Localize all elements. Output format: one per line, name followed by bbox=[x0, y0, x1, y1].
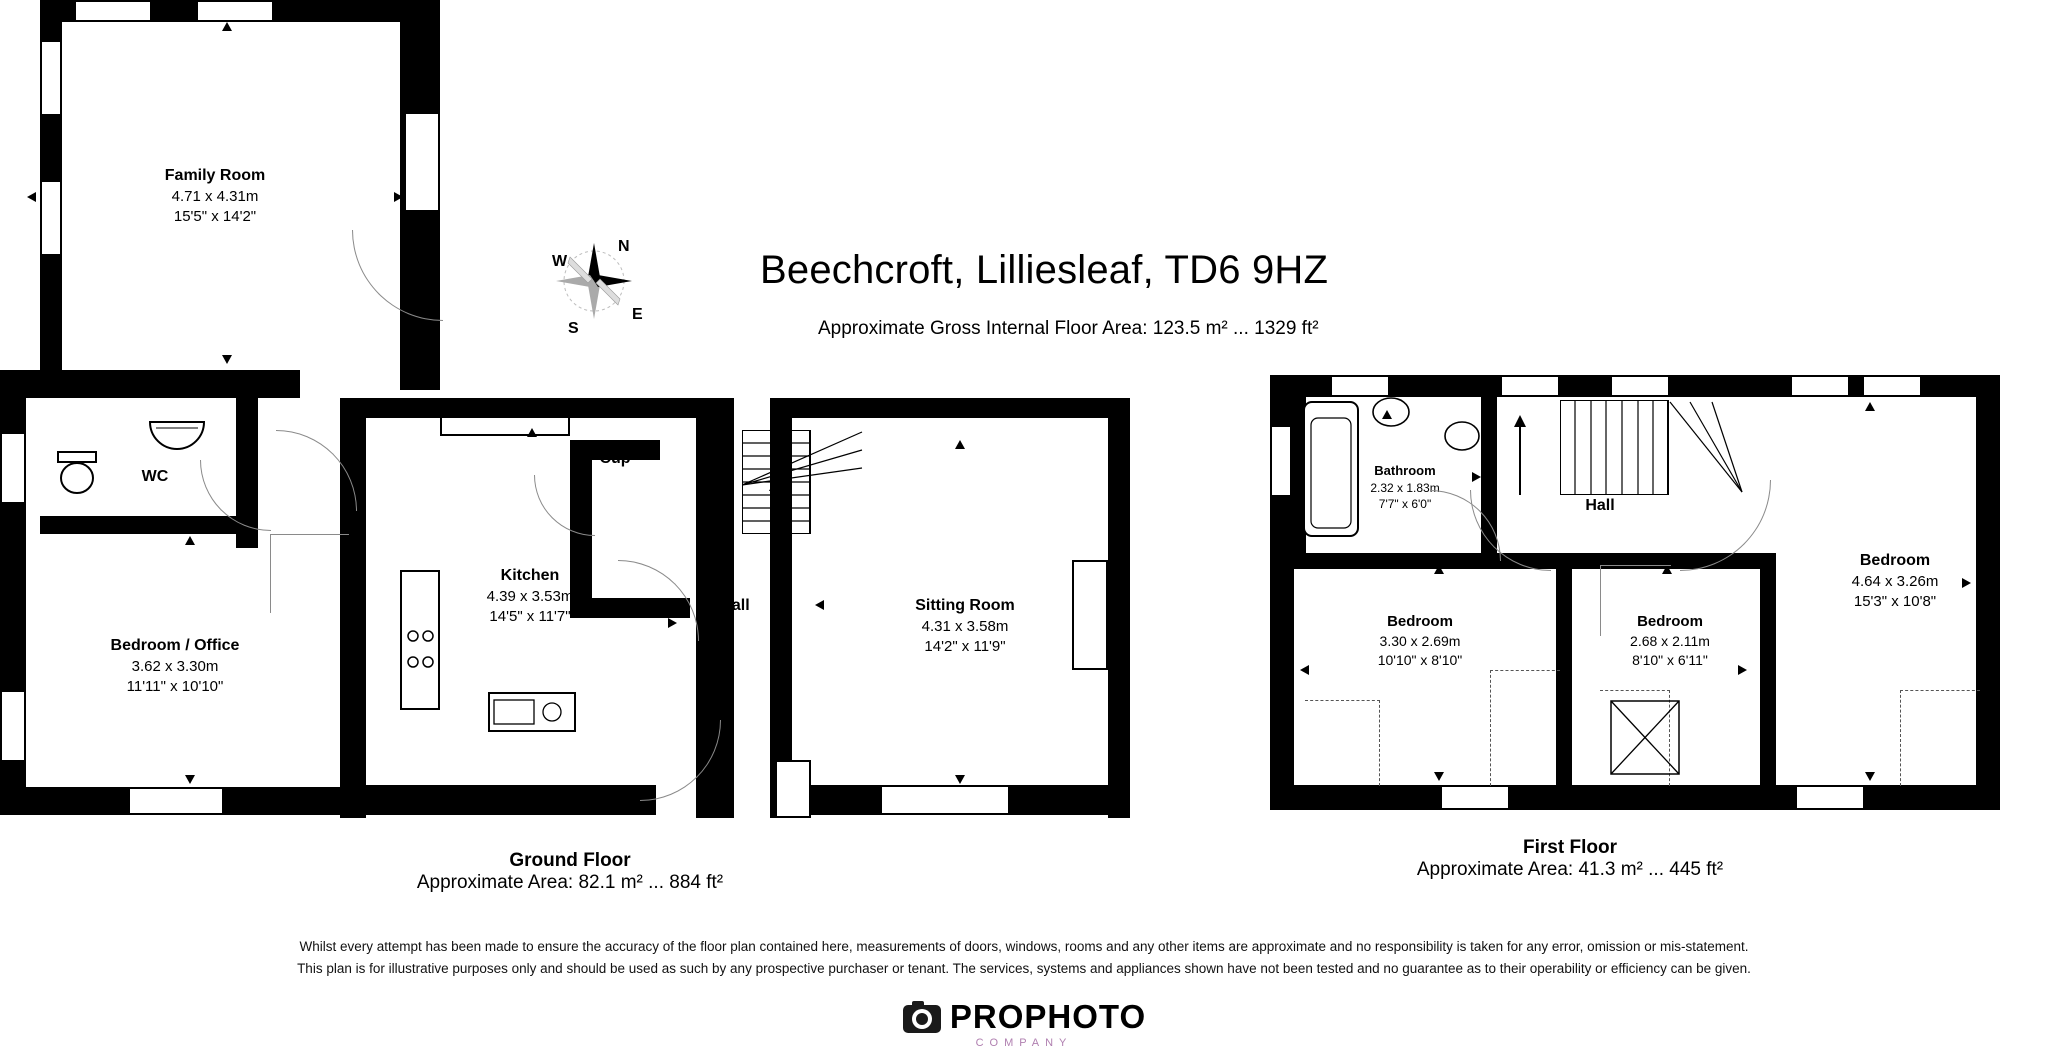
wall bbox=[1108, 398, 1130, 818]
first-floor-caption-area: Approximate Area: 41.3 m² ... 445 ft² bbox=[1416, 859, 1724, 880]
first-floor-caption bbox=[1140, 837, 2000, 881]
hob-icon bbox=[402, 622, 438, 682]
dimension-arrow bbox=[1300, 665, 1309, 675]
dimension-arrow bbox=[185, 536, 195, 545]
window bbox=[1330, 375, 1390, 397]
disclaimer-line-1: Whilst every attempt has been made to ensure the accuracy of the floor plan contained here, measurements of doors, windows, rooms and any other items are approximate and no responsibility is taken for any error, omission or mis-statement. bbox=[299, 939, 1749, 954]
compass-label-w: W bbox=[552, 253, 568, 270]
logo-pro: PRO bbox=[949, 998, 1025, 1035]
wall bbox=[1760, 553, 1776, 793]
staircase-first bbox=[1560, 400, 1670, 495]
wall bbox=[1270, 785, 2000, 810]
wall bbox=[40, 516, 258, 534]
window bbox=[1072, 560, 1108, 670]
disclaimer bbox=[0, 936, 2048, 979]
first-floor-caption-title: First Floor bbox=[1523, 837, 1617, 858]
room-label-family-room: Family Room 4.71 x 4.31m 15'5" x 14'2" bbox=[164, 167, 266, 225]
window bbox=[1862, 375, 1922, 397]
room-label-sitting-room: Sitting Room 4.31 x 3.58m 14'2" x 11'9" bbox=[915, 597, 1015, 655]
ground-floor-caption bbox=[0, 850, 1140, 894]
dimension-arrow bbox=[394, 192, 403, 202]
door-swing bbox=[618, 560, 699, 641]
wall bbox=[770, 398, 1130, 418]
room-label-cup: Cup bbox=[599, 450, 631, 467]
hatch-box-icon bbox=[1610, 700, 1680, 775]
compass-label-s: S bbox=[568, 320, 579, 337]
dimension-arrow bbox=[815, 600, 824, 610]
door-swing bbox=[534, 475, 595, 536]
dimension-arrow bbox=[1962, 578, 1971, 588]
page-subtitle: Approximate Gross Internal Floor Area: 123.5 m² ... 1329 ft² bbox=[818, 318, 1319, 339]
room-label-bedroom-main: Bedroom 4.64 x 3.26m 15'3" x 10'8" bbox=[1851, 552, 1939, 610]
dimension-arrow bbox=[1434, 772, 1444, 781]
window bbox=[1790, 375, 1850, 397]
wall bbox=[770, 398, 792, 818]
wall bbox=[366, 398, 696, 418]
basin-icon bbox=[1442, 418, 1482, 454]
window bbox=[0, 690, 26, 762]
window bbox=[404, 112, 440, 212]
sink-icon bbox=[492, 696, 572, 728]
window bbox=[775, 760, 811, 818]
eaves-line bbox=[1900, 690, 1980, 786]
window bbox=[1440, 785, 1510, 810]
window bbox=[74, 0, 152, 22]
window bbox=[128, 787, 224, 815]
window bbox=[196, 0, 274, 22]
compass-label-n: N bbox=[618, 238, 630, 255]
camera-icon bbox=[902, 1000, 942, 1034]
window bbox=[40, 180, 62, 256]
dimension-arrow bbox=[222, 22, 232, 31]
window bbox=[880, 785, 1010, 815]
dimension-arrow bbox=[1865, 402, 1875, 411]
toilet-icon bbox=[56, 450, 98, 496]
wall bbox=[0, 370, 300, 398]
room-label-bedroom-two: Bedroom 3.30 x 2.69m 10'10" x 8'10" bbox=[1377, 613, 1463, 669]
door-swing bbox=[270, 534, 349, 613]
staircase-fan-ground bbox=[742, 430, 872, 490]
prophoto-logo bbox=[0, 998, 2048, 1049]
logo-company: COMPANY bbox=[975, 1037, 1073, 1049]
disclaimer-line-2: This plan is for illustrative purposes only and should be used as such by any prospective purchaser or tenant. The services, systems and appliances shown have not been tested and no guarantee as to their operability or efficiency can be given. bbox=[297, 960, 1751, 976]
room-label-cup-small: cup bbox=[702, 449, 728, 465]
ground-floor-caption-area: Approximate Area: 82.1 m² ... 884 ft² bbox=[416, 872, 724, 893]
dimension-arrow bbox=[222, 355, 232, 364]
window bbox=[440, 416, 570, 436]
dimension-arrow bbox=[955, 775, 965, 784]
dimension-arrow bbox=[27, 192, 36, 202]
window bbox=[1610, 375, 1670, 397]
eaves-line bbox=[1305, 700, 1380, 786]
room-label-wc: WC bbox=[141, 468, 169, 485]
window bbox=[1500, 375, 1560, 397]
page-title: Beechcroft, Lilliesleaf, TD6 9HZ bbox=[760, 248, 1329, 292]
wall bbox=[340, 398, 366, 818]
dimension-arrow bbox=[955, 440, 965, 449]
stairs-down-arrow bbox=[1512, 415, 1528, 495]
window bbox=[0, 432, 26, 504]
room-label-kitchen: Kitchen 4.39 x 3.53m 14'5" x 11'7" bbox=[486, 567, 574, 625]
room-label-bedroom-office: Bedroom / Office 3.62 x 3.30m 11'11" x 10'10" bbox=[110, 637, 240, 695]
compass-label-e: E bbox=[632, 306, 643, 323]
eaves-line bbox=[1490, 670, 1560, 786]
room-label-hall-first: Hall bbox=[1585, 497, 1615, 514]
dimension-arrow bbox=[1738, 665, 1747, 675]
ground-floor-caption-title: Ground Floor bbox=[509, 850, 631, 871]
room-label-bedroom-three: Bedroom 2.68 x 2.11m 8'10" x 6'11" bbox=[1630, 613, 1710, 669]
dimension-arrow bbox=[1382, 410, 1392, 419]
dimension-arrow bbox=[527, 428, 537, 437]
room-label-hall-ground: Hall bbox=[720, 597, 750, 614]
dimension-arrow bbox=[1434, 565, 1444, 574]
logo-photo: PHOTO bbox=[1024, 998, 1147, 1035]
door-swing bbox=[352, 230, 443, 321]
dimension-arrow bbox=[1865, 772, 1875, 781]
window bbox=[1795, 785, 1865, 810]
dimension-arrow bbox=[185, 775, 195, 784]
room-label-bathroom: Bathroom 2.32 x 1.83m 7'7" x 6'0" bbox=[1370, 463, 1440, 511]
wc-basin-icon bbox=[148, 420, 206, 454]
window bbox=[40, 40, 62, 116]
wall bbox=[366, 785, 656, 815]
dimension-arrow bbox=[1472, 472, 1481, 482]
